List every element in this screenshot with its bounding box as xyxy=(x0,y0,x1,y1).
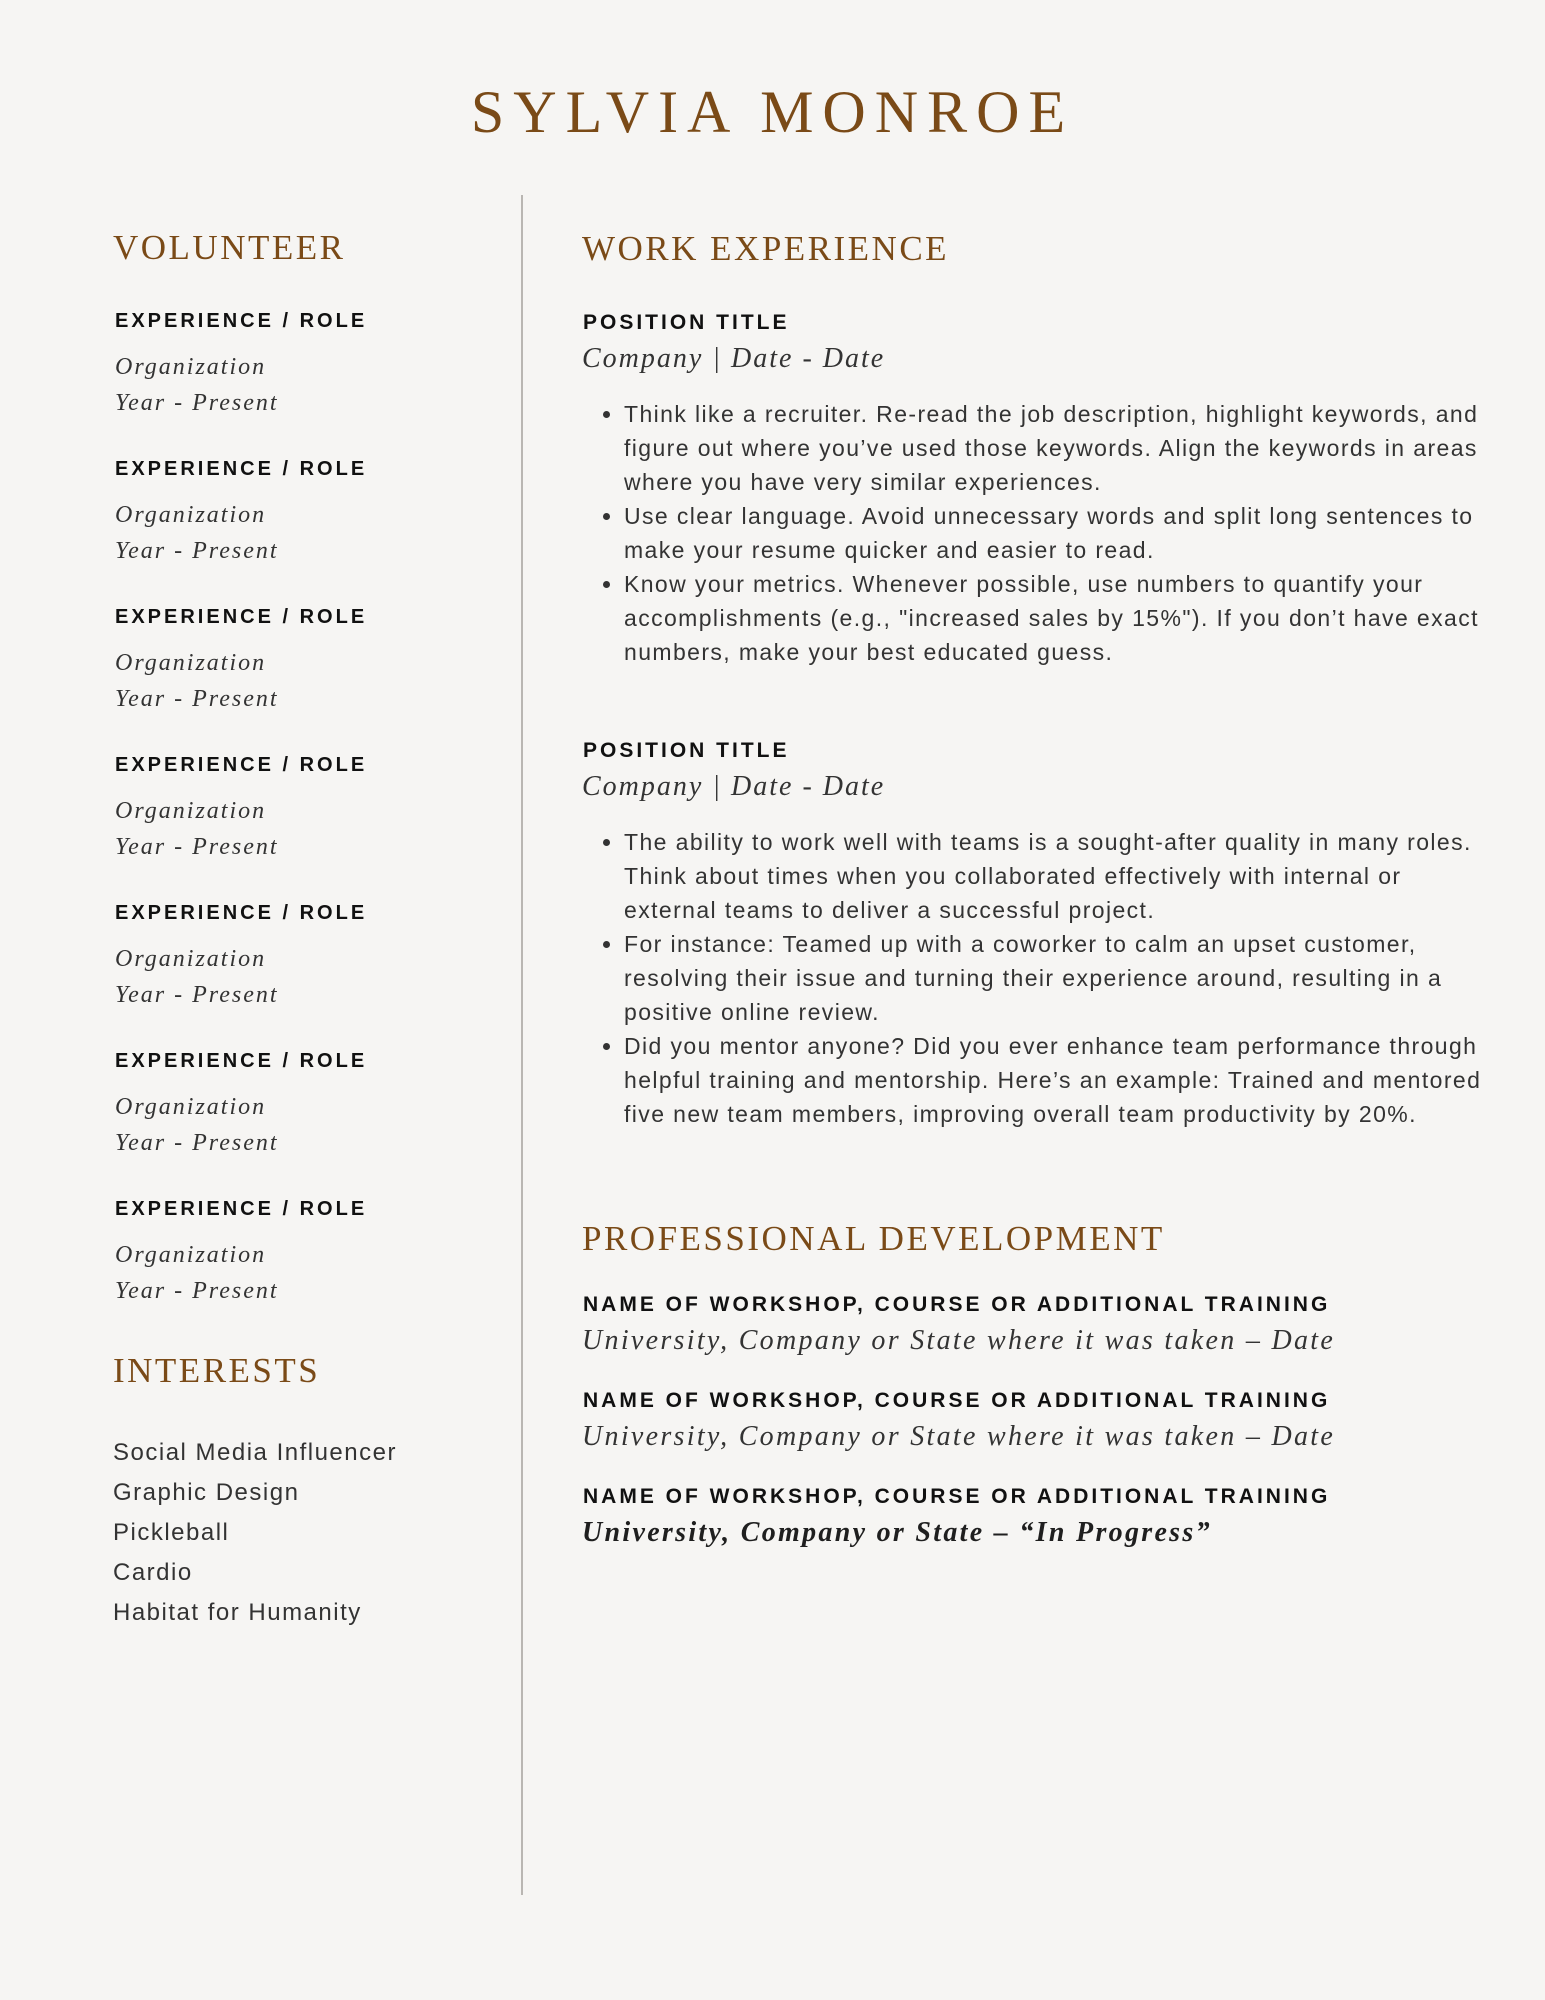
volunteer-organization: Organization xyxy=(115,798,267,824)
job-bullet: • Did you mentor anyone? Did you ever enhance team performance through helpful training and mentorship. Here’s an example: Trained and mentored five new team members, improving overall team productivity by 20%. xyxy=(624,1029,1482,1131)
training-place: University, Company or State where it was taken – Date xyxy=(582,1421,1336,1452)
volunteer-role: EXPERIENCE / ROLE xyxy=(115,902,368,924)
position-title: POSITION TITLE xyxy=(583,739,790,762)
volunteer-heading: VOLUNTEER xyxy=(113,228,346,267)
training-name: NAME OF WORKSHOP, COURSE OR ADDITIONAL TRAINING xyxy=(583,1293,1331,1316)
interest-item: Pickleball xyxy=(113,1519,230,1546)
interest-item: Graphic Design xyxy=(113,1479,300,1506)
job-bullets xyxy=(582,397,1482,669)
volunteer-role: EXPERIENCE / ROLE xyxy=(115,458,368,480)
volunteer-years: Year - Present xyxy=(115,686,279,712)
right-column xyxy=(582,229,1482,1581)
volunteer-item xyxy=(113,1050,503,1161)
volunteer-years: Year - Present xyxy=(115,1130,279,1156)
job-bullets xyxy=(582,825,1482,1131)
training-entry xyxy=(582,1293,1482,1357)
company-dates: Company | Date - Date xyxy=(582,771,886,802)
column-divider xyxy=(521,195,523,1895)
volunteer-role: EXPERIENCE / ROLE xyxy=(115,1050,368,1072)
work-experience-heading: WORK EXPERIENCE xyxy=(582,229,950,268)
volunteer-role: EXPERIENCE / ROLE xyxy=(115,606,368,628)
job-bullet: • Use clear language. Avoid unnecessary words and split long sentences to make your resume quicker and easier to read. xyxy=(624,499,1482,567)
job-entry xyxy=(582,739,1482,1131)
company-dates: Company | Date - Date xyxy=(582,343,886,374)
volunteer-role: EXPERIENCE / ROLE xyxy=(115,310,368,332)
volunteer-years: Year - Present xyxy=(115,834,279,860)
volunteer-item xyxy=(113,902,503,1013)
interest-item: Cardio xyxy=(113,1559,193,1586)
volunteer-years: Year - Present xyxy=(115,538,279,564)
training-entry xyxy=(582,1485,1482,1549)
interest-item: Habitat for Humanity xyxy=(113,1599,362,1626)
volunteer-item xyxy=(113,458,503,569)
volunteer-organization: Organization xyxy=(115,502,267,528)
training-place: University, Company or State where it was taken – Date xyxy=(582,1325,1336,1356)
training-entry xyxy=(582,1389,1482,1453)
job-bullet: • The ability to work well with teams is a sought-after quality in many roles. Think about times when you collaborated effectively with internal or external teams to deliver a successful project. xyxy=(624,825,1482,927)
volunteer-organization: Organization xyxy=(115,354,267,380)
training-name: NAME OF WORKSHOP, COURSE OR ADDITIONAL TRAINING xyxy=(583,1485,1331,1508)
left-column xyxy=(113,228,503,1633)
training-place: University, Company or State – “In Progress” xyxy=(582,1517,1212,1548)
interest-item: Social Media Influencer xyxy=(113,1439,397,1466)
volunteer-years: Year - Present xyxy=(115,1278,279,1304)
volunteer-organization: Organization xyxy=(115,650,267,676)
volunteer-years: Year - Present xyxy=(115,390,279,416)
job-bullet: • Know your metrics. Whenever possible, use numbers to quantify your accomplishments (e.g., "increased sales by 15%"). If you don’t have exact numbers, make your best educated guess. xyxy=(624,567,1482,669)
interests-heading: INTERESTS xyxy=(113,1351,321,1390)
volunteer-organization: Organization xyxy=(115,1094,267,1120)
job-entry xyxy=(582,311,1482,669)
position-title: POSITION TITLE xyxy=(583,311,790,334)
job-bullet: • For instance: Teamed up with a coworker to calm an upset customer, resolving their issue and turning their experience around, resulting in a positive online review. xyxy=(624,927,1482,1029)
volunteer-years: Year - Present xyxy=(115,982,279,1008)
training-name: NAME OF WORKSHOP, COURSE OR ADDITIONAL TRAINING xyxy=(583,1389,1331,1412)
volunteer-item xyxy=(113,310,503,421)
professional-development-heading: PROFESSIONAL DEVELOPMENT xyxy=(582,1219,1165,1258)
volunteer-role: EXPERIENCE / ROLE xyxy=(115,1198,368,1220)
volunteer-item xyxy=(113,754,503,865)
volunteer-role: EXPERIENCE / ROLE xyxy=(115,754,368,776)
resume-name: SYLVIA MONROE xyxy=(470,79,1075,145)
volunteer-item xyxy=(113,1198,503,1309)
job-bullet: • Think like a recruiter. Re-read the job description, highlight keywords, and figure out where you’ve used those keywords. Align the keywords in areas where you have very similar experiences. xyxy=(624,397,1482,499)
volunteer-item xyxy=(113,606,503,717)
volunteer-organization: Organization xyxy=(115,946,267,972)
volunteer-organization: Organization xyxy=(115,1242,267,1268)
